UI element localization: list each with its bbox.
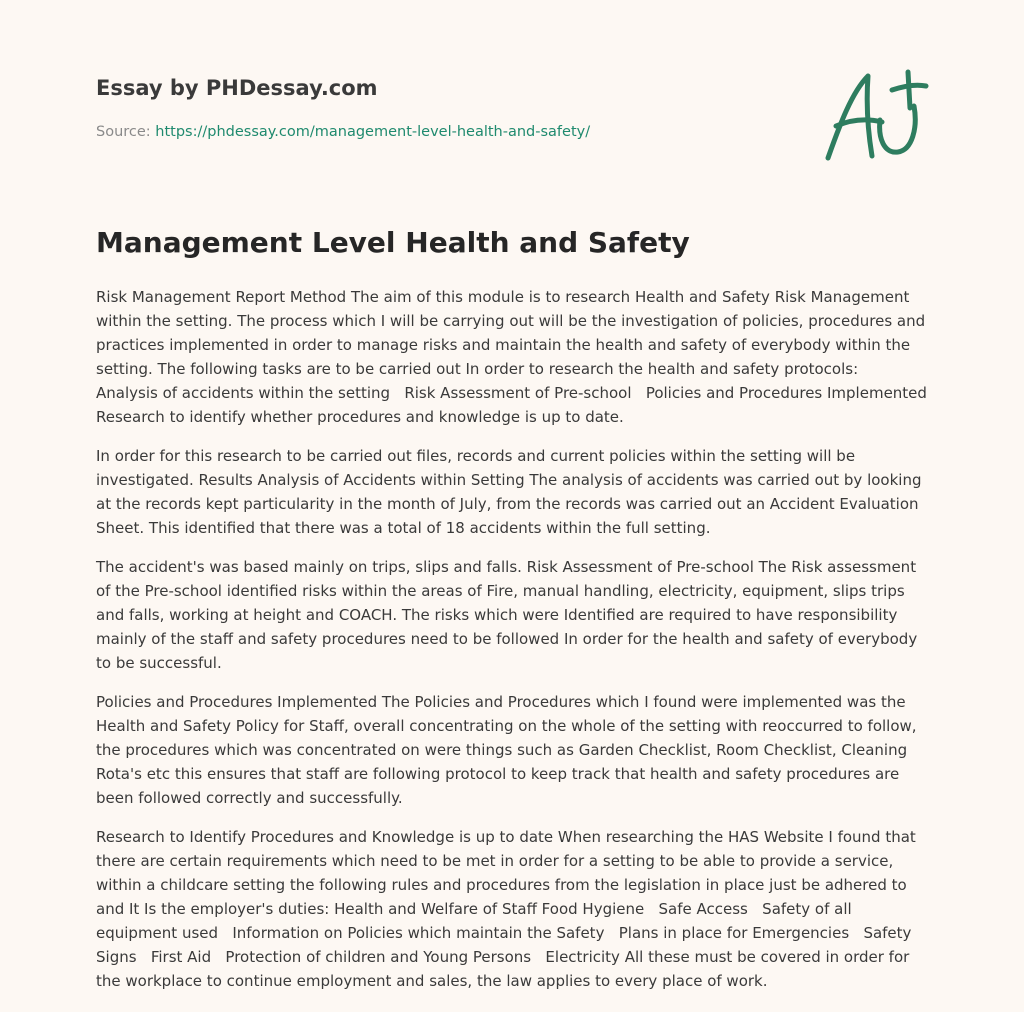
source-line [96,124,590,140]
a-plus-logo-icon [818,64,936,164]
paragraph: Research to Identify Procedures and Knowledge is up to date When researching the HAS Website I found that there are certain requirements which need to be met in order for a setting to be able to provide a service, within a childcare setting the following rules and procedures from the legislation in place just be adhered to and It Is the employer's duties: Health and Welfare of Staff Food Hygiene Safe Access Safety of all equipment used Information on Policies which maintain the Safety Plans in place for Emergencies Safety Signs First Aid Protection of children and Young Persons Electricity All these must be covered in order for the workplace to continue employment and sales, the law applies to every place of work. [96,828,921,990]
paragraph: The accident's was based mainly on trips, slips and falls. Risk Assessment of Pre-school The Risk assessment of the Pre-school identified risks within the areas of Fire, manual handling, electricity, equipment, slips trips and falls, working at height and COACH. The risks which were Identified are required to have responsibility mainly of the staff and safety procedures need to be followed In order for the health and safety of everybody to be successful. [96,558,922,672]
article-body [96,285,934,1008]
source-label: Source: [96,124,156,140]
paragraph: Policies and Procedures Implemented The Policies and Procedures which I found were implemented was the Health and Safety Policy for Staff, overall concentrating on the whole of the setting with reoccurred to follow, the procedures which was concentrated on were things such as Garden Checklist, Room Checklist, Cleaning Rota's etc this ensures that staff are following protocol to keep track that health and safety procedures are been followed correctly and successfully. [96,693,922,807]
site-brand: Essay by PHDessay.com [96,76,378,100]
paragraph: Risk Management Report Method The aim of this module is to research Health and Safety Risk Management within the setting. The process which I will be carrying out will be the investigation of policies, procedures and practices implemented in order to manage risks and maintain the health and safety of everybody within the setting. The following tasks are to be carried out In order to research the health and safety protocols: Analysis of accidents within the setting Risk Assessment of Pre-school Policies and Procedures Implemented Research to identify whether procedures and knowledge is up to date. [96,288,932,426]
paragraph: In order for this research to be carried out files, records and current policies within the setting will be investigated. Results Analysis of Accidents within Setting The analysis of accidents was carried out by looking at the records kept particularity in the month of July, from the records was carried out an Accident Evaluation Sheet. This identified that there was a total of 18 accidents within the full setting. [96,447,927,537]
source-link[interactable]: https://phdessay.com/management-level-health-and-safety/ [155,124,591,140]
article-title: Management Level Health and Safety [96,226,690,259]
